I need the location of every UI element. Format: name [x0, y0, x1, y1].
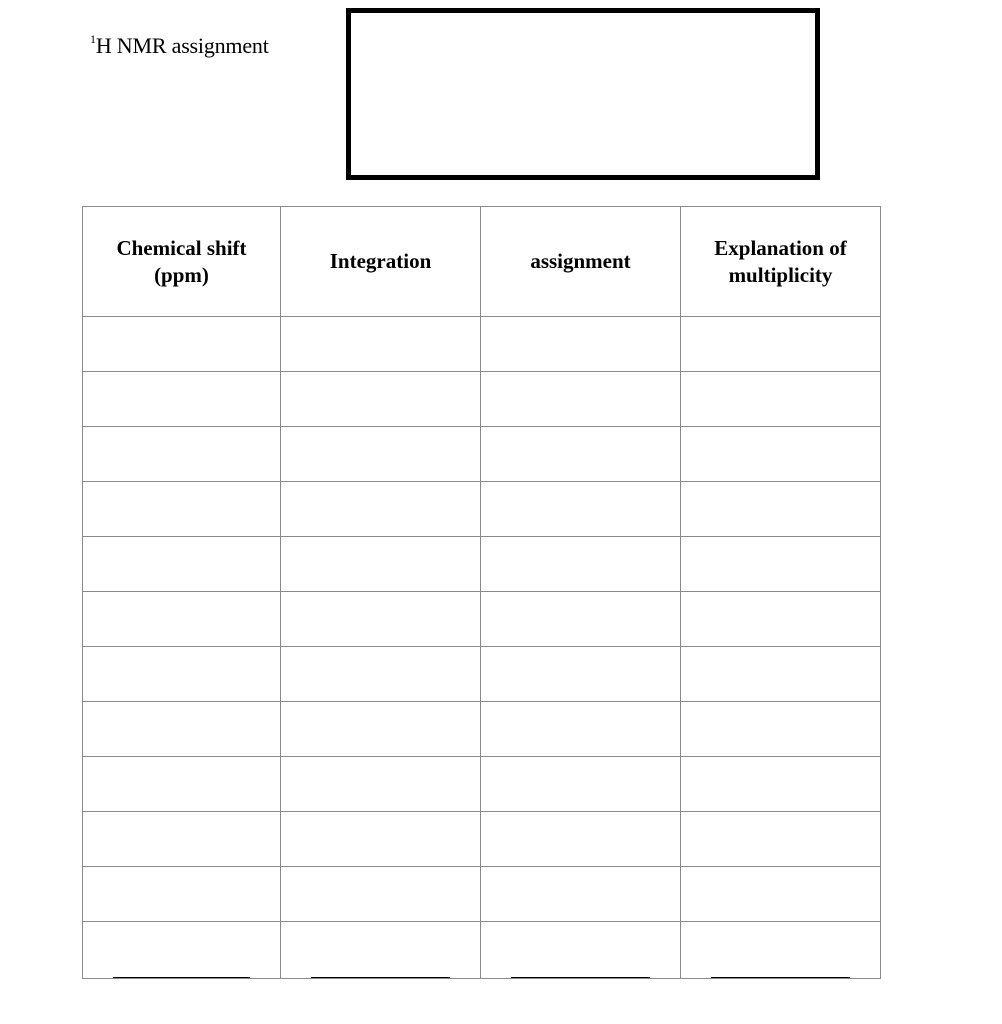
- cell-multiplicity[interactable]: [681, 812, 881, 867]
- heading-text: H NMR assignment: [95, 33, 269, 58]
- cell-multiplicity[interactable]: [681, 702, 881, 757]
- cell-integration[interactable]: [281, 812, 481, 867]
- table-row: [83, 317, 881, 372]
- cell-assignment[interactable]: [481, 922, 681, 979]
- table-row: [83, 812, 881, 867]
- table-row: [83, 372, 881, 427]
- cell-chemical-shift[interactable]: [83, 372, 281, 427]
- table-header-row: [83, 207, 881, 317]
- cell-assignment[interactable]: [481, 867, 681, 922]
- cell-integration[interactable]: [281, 372, 481, 427]
- cell-assignment[interactable]: [481, 482, 681, 537]
- cell-multiplicity[interactable]: [681, 647, 881, 702]
- answer-underline: [311, 977, 450, 978]
- cell-chemical-shift[interactable]: [83, 537, 281, 592]
- table-row: [83, 647, 881, 702]
- cell-chemical-shift[interactable]: [83, 592, 281, 647]
- cell-integration[interactable]: [281, 537, 481, 592]
- heading-superscript: 1: [90, 31, 96, 46]
- table-row: [83, 757, 881, 812]
- cell-assignment[interactable]: [481, 592, 681, 647]
- cell-integration[interactable]: [281, 317, 481, 372]
- table-row: [83, 922, 881, 979]
- nmr-assignment-table: [82, 206, 881, 979]
- cell-chemical-shift[interactable]: [83, 867, 281, 922]
- cell-assignment[interactable]: [481, 372, 681, 427]
- cell-assignment[interactable]: [481, 647, 681, 702]
- header-assignment: assignment: [481, 207, 681, 317]
- cell-integration[interactable]: [281, 867, 481, 922]
- cell-integration[interactable]: [281, 647, 481, 702]
- table-row: [83, 867, 881, 922]
- cell-multiplicity[interactable]: [681, 372, 881, 427]
- table-row: [83, 537, 881, 592]
- answer-underline: [711, 977, 850, 978]
- cell-chemical-shift[interactable]: [83, 427, 281, 482]
- table-body: [83, 317, 881, 979]
- cell-chemical-shift[interactable]: [83, 922, 281, 979]
- cell-assignment[interactable]: [481, 427, 681, 482]
- cell-multiplicity[interactable]: [681, 537, 881, 592]
- table-row: [83, 592, 881, 647]
- cell-assignment[interactable]: [481, 317, 681, 372]
- cell-integration[interactable]: [281, 757, 481, 812]
- table-row: [83, 427, 881, 482]
- structure-answer-box[interactable]: [346, 8, 820, 180]
- cell-multiplicity[interactable]: [681, 427, 881, 482]
- cell-multiplicity[interactable]: [681, 317, 881, 372]
- cell-chemical-shift[interactable]: [83, 647, 281, 702]
- cell-assignment[interactable]: [481, 537, 681, 592]
- cell-integration[interactable]: [281, 592, 481, 647]
- cell-assignment[interactable]: [481, 757, 681, 812]
- page-heading: [90, 33, 269, 59]
- cell-integration[interactable]: [281, 482, 481, 537]
- cell-multiplicity[interactable]: [681, 592, 881, 647]
- cell-chemical-shift[interactable]: [83, 702, 281, 757]
- cell-assignment[interactable]: [481, 812, 681, 867]
- cell-multiplicity[interactable]: [681, 922, 881, 979]
- cell-multiplicity[interactable]: [681, 757, 881, 812]
- answer-underline: [511, 977, 650, 978]
- cell-integration[interactable]: [281, 702, 481, 757]
- cell-multiplicity[interactable]: [681, 482, 881, 537]
- table-row: [83, 482, 881, 537]
- cell-chemical-shift[interactable]: [83, 757, 281, 812]
- answer-underline: [113, 977, 250, 978]
- header-chemical-shift: Chemical shift (ppm): [83, 207, 281, 317]
- cell-integration[interactable]: [281, 922, 481, 979]
- cell-chemical-shift[interactable]: [83, 317, 281, 372]
- cell-integration[interactable]: [281, 427, 481, 482]
- cell-assignment[interactable]: [481, 702, 681, 757]
- header-multiplicity: Explanation of multiplicity: [681, 207, 881, 317]
- cell-chemical-shift[interactable]: [83, 482, 281, 537]
- cell-chemical-shift[interactable]: [83, 812, 281, 867]
- table-row: [83, 702, 881, 757]
- cell-multiplicity[interactable]: [681, 867, 881, 922]
- header-integration: Integration: [281, 207, 481, 317]
